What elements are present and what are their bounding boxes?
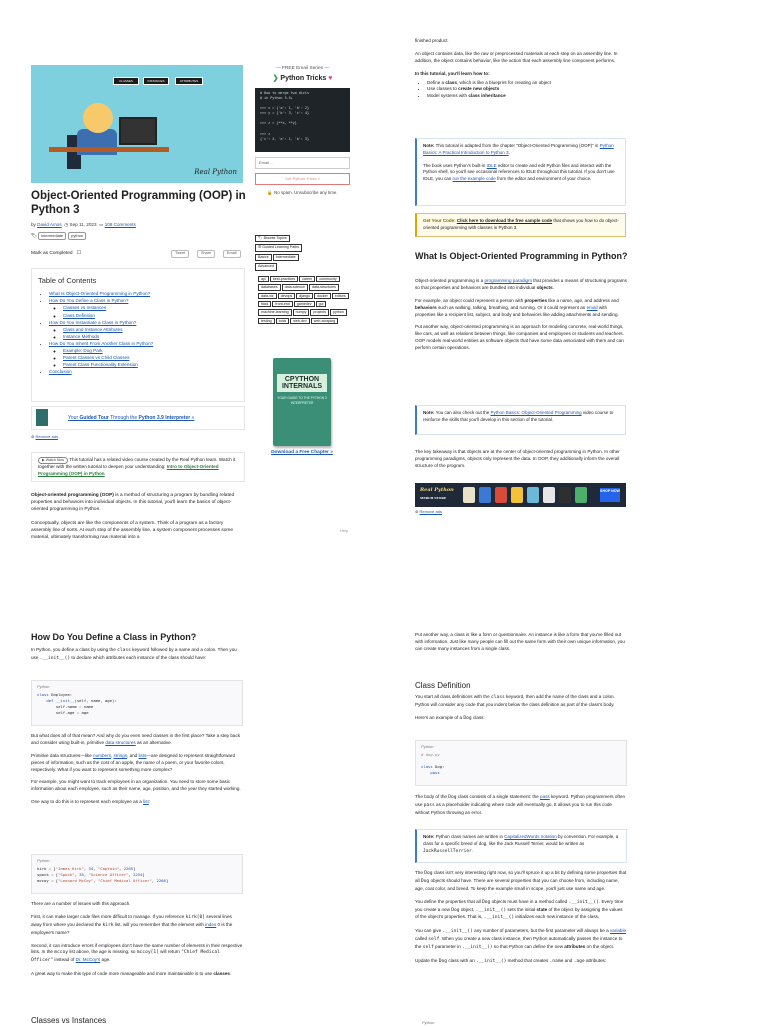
tag-python[interactable]: python [68,232,86,240]
topic-tag[interactable]: community [316,276,339,282]
hero-brand-logo: Real Python [194,167,237,176]
python-logo-icon: ❯ [272,75,279,83]
class-definition-text: You start all class definitions with the class keyword, then add the name of the class and a colon. Python will consider any code that you indent below the class definition as part of the class's body. Here's an example of a Dog class: [415,694,615,721]
article-date: Sep 11, 2023 [69,222,97,227]
data-structures-link[interactable]: data structures [105,739,136,745]
toc-item-what-is-oop[interactable]: What Is Object-Oriented Programming in Python? [49,291,151,297]
topic-tag[interactable]: best-practices [270,276,298,282]
book-subtitle: YOUR GUIDE TO THE PYTHON 3 INTERPRETER [277,396,327,405]
toc-item-class-instance-attributes[interactable]: Class and Instance Attributes [63,326,123,332]
browse-topics-tag[interactable]: 🏷 Browse Topics [255,235,290,242]
topic-tag[interactable]: databases [258,284,281,290]
code-lang-label: Python [37,684,50,689]
article-meta [31,222,136,229]
learn-item: • Model systems with class inheritance [427,93,628,100]
note-adapted-box: Note: This tutorial is adapted from the chapter "Object-Oriented Programming (OOP)" in Python Basics: A Practical Introduction to Python 3. The book uses Python's built-in IDLE editor to create and edit Python files and interact with the Python shell, so you'll see occasional references to IDLE throughout this tutorial. If you don't use IDLE, you can run the example code from the editor and environment of your choice. [415,138,626,206]
email-input[interactable]: Email… [255,157,350,169]
define-class-body: But what does all of that mean? And why do you even need classes in the first place? Take a step back and consider using built-in, primitive data structures as an alternative. Primitive data structures—like numbers, strings, and lists—are designed to represent straightforward pieces of information, such as the cost of an apple, the name of a poem, or your favorite colors, respectively. What if you want to represent something more complex? For example, you might want to track employees in an organization. You need to store some basic information about each employee, such as their name, age, position, and the year they started working. One way to do this is to represent each employee as a list: [31,733,241,805]
toc-item-inherit[interactable]: How Do You Inherit From Another Class in Python? [49,341,154,347]
python-tricks-heading: ❯ Python Tricks ♥ [272,75,333,83]
help-link[interactable]: Help [340,528,349,533]
toc-item-classes-vs-instances[interactable]: Classes vs Instances [63,305,107,311]
idle-link[interactable]: IDLE [486,162,497,168]
topic-tag[interactable]: django [296,293,313,299]
merch-tee [527,487,539,503]
hero-image [31,65,243,183]
learning-paths-tag[interactable]: ☰ Guided Learning Paths [255,244,302,251]
topic-tag[interactable]: data-science [282,284,308,290]
finished-product-line: finished product. [415,38,449,43]
variable-link[interactable]: variable [609,928,627,934]
numbers-link[interactable]: numbers [93,752,111,758]
topic-tag[interactable]: devops [278,293,296,299]
code-lang-label: Python [421,744,434,749]
heart-icon: ♥ [328,75,333,83]
define-class-intro: In Python, you define a class by using the class keyword followed by a name and a colon. Then you use .__init__() to declare which attributes each instance of the class should have: [31,647,237,661]
mark-completed-row [31,250,243,257]
form-analogy-text: Put another way, a class is like a form or questionnaire. An instance is like a form that you've filled out with information. Just like many people can fill out the same form with their own unique information, you can create many instances from a single class. [415,632,625,651]
employee-lists-code: Python kirk = ["James Kirk", 34, "Captain", 2265] spock = ["Spock", 35, "Science Officer", 2254] mccoy = ["Leonard McCoy", "Chief Medical Officer", 2266] [31,854,243,894]
watch-now-button[interactable]: ▶ Watch Now [38,457,68,464]
note-video-course-box: Note: You can also check out the Python Basics: Object-Oriented Programming video course to reinforce the skills that you'll develop in this section of the tutorial. [415,405,626,435]
topic-tag[interactable]: machine-learning [258,309,292,315]
comments-icon: ▭ [99,222,104,227]
sidebar-nav-tags [255,235,350,273]
dog-class-code: Python # dog.py class Dog: pass [415,740,627,786]
toc-item-instantiate-class[interactable]: How Do You Instantiate a Class in Python? [49,319,137,325]
toc-heading: Table of Contents [38,276,97,285]
dog-properties-text: The Dog class isn't very interesting right now, so you'll spruce it up a bit by defining some properties that all Dog objects should have. There are several properties that you can choose from, including name, age, coat color, and breed. To keep the example small in scope, you'll just use name and age. You define the properties that all Dog objects must have in a method called .__init__(). Every time you create a new Dog object, .__init__() sets the initial state of the object by assigning the values of the object's properties. That is, .__init__() initializes each new instance of the class. You can give .__init__() any number of parameters, but the first parameter will always be a variable called self. When you create a new class instance, then Python automatically passes the instance to the self parameter in .__init__() so that Python can define the new attributes on the object. Update the Dog class with an .__init__() method that creates .name and .age attributes: [415,870,627,965]
topic-tag[interactable]: data-structures [309,284,339,290]
topic-tag[interactable]: web-scraping [311,318,338,324]
partial-code-lang-label: Python [422,1020,435,1025]
topic-tag[interactable]: editors [332,293,349,299]
intro-p2: Conceptually, objects are like the components of a system. Think of a program as a factory assembly line of sorts. At each step of the assembly line, a system component processes some material, ultimately transforming raw material into a [31,520,234,540]
merch-logo: Real Python MERCH STORE [420,487,454,500]
lock-icon: 🔒 [267,189,273,195]
merch-tee [575,487,587,503]
issues-text: There are a number of issues with this approach. First, it can make larger code files more difficult to manage. If you reference kirk[0] several lines away from where you declared the kirk list, will you remember that the element with index 0 is the employee's name? Second, it can introduce errors if employees don't have the same number of elements in their respective lists. In the mccoy list above, the age is missing, so mccoy[1] will return "Chief Medical Officer" instead of Dr. McCoy's age. A great way to make this type of code more manageable and more maintainable is to use classes. [31,901,243,977]
topic-tag[interactable]: docker [314,293,331,299]
toc-item-conclusion[interactable]: Conclusion [49,369,72,375]
programming-paradigm-link[interactable]: programming paradigm [484,278,532,283]
capitalized-words-link[interactable]: CapitalizedWords notation [504,834,557,839]
topic-tag[interactable]: flask [258,301,271,307]
merch-tee [495,487,507,503]
topic-tag[interactable]: python [330,309,347,315]
author-link[interactable]: David Amos [37,222,62,227]
toc-item-define-class[interactable]: How Do You Define a Class in Python? [49,298,129,304]
remove-ads-icon: ⊘ [31,434,35,439]
topic-tag[interactable]: api [258,276,269,282]
download-sample-code-link[interactable]: Click here to download the free sample code [456,218,553,223]
intro-text [31,492,243,547]
merch-store-banner[interactable] [415,483,626,507]
basics-tag[interactable]: Basics [255,254,272,261]
learn-list [415,80,628,101]
book-title: CPYTHON INTERNALS [277,374,327,392]
topic-tag[interactable]: gui [316,301,327,307]
intermediate-tag[interactable]: Intermediate [273,254,299,261]
email-link[interactable]: email [586,304,598,310]
python-basics-book-link[interactable]: Python Basics: A Practical Introduction to Python 3 [423,143,614,155]
sidebar [255,65,350,196]
merch-tee [543,487,555,503]
toc-item-instance-methods[interactable]: Instance Methods [63,333,100,339]
nospam-note: 🔒 No spam. Unsubscribe any time. [267,189,338,195]
remove-ads-icon: ⊘ [415,509,419,514]
topic-tag[interactable]: testing [258,318,275,324]
toc-item-dog-park[interactable]: Example: Dog Park [63,348,103,354]
sidebar-topic-tags [258,276,350,326]
video-course-link[interactable]: Intro to Object-Oriented Programming (OOP) in Python [38,464,219,477]
toc-item-class-definition[interactable]: Class Definition [63,312,95,318]
class-names-note: Note: Python class names are written in CapitalizedWords notation by convention. For example, a class for a specific breed of dog, like the Jack Russell Terrier, would be written as JackRussellTerrier. [415,829,627,863]
topic-tag[interactable]: projects [310,309,329,315]
define-class-heading: How Do You Define a Class in Python? [31,632,197,642]
object-contains-p: An object contains data, like the raw or preprocessed materials at each step on an assembly line. In addition, the object contains behavior, like the action that each assembly line component performs. [415,50,618,63]
class-definition-heading: Class Definition [415,681,471,690]
clock-icon: ◷ [64,222,69,227]
employee-class-code: Python class Employee: def __init__(self, name, age): self.name = name self.age = age [31,680,243,726]
strings-link[interactable]: strings [113,752,128,758]
topic-tag[interactable]: gamedev [294,301,315,307]
video-text: This tutorial has a related video course created by the Real Python team. Watch it together with the written tutorial to deepen your understanding: [38,457,236,470]
merch-tee [559,487,571,503]
shop-now-button[interactable]: SHOP NOW [600,488,620,502]
article-title: Object-Oriented Programming (OOP) in Python 3 [31,190,246,216]
intro-p1: Object-oriented programming (OOP) is a method of structuring a program by bundling related properties and behaviors into individual objects. In this tutorial, you'll learn the basics of object-oriented programming in Python. [31,493,235,513]
video-course-box [31,452,245,482]
dr-mccoy-link[interactable]: Dr. McCoy's [75,957,101,963]
guided-tour-ad[interactable] [31,406,245,430]
topic-tag[interactable]: tools [276,318,290,324]
remove-ads-link-1[interactable]: ⊘ Remove ads [31,434,58,439]
code-lang-label: Python [37,858,50,863]
share-button[interactable]: Share [197,250,215,258]
tag-intermediate[interactable]: intermediate [38,232,66,240]
topic-tag[interactable]: career [299,276,315,282]
topic-tag[interactable]: numpy [293,309,310,315]
run-example-link[interactable]: run the example code [452,176,496,181]
article-tags [31,232,88,240]
what-is-oop-heading: What Is Object-Oriented Programming in Python? [415,251,628,261]
hero-sign-instances: INSTANCES [143,77,169,85]
comments-link[interactable]: 108 Comments [104,222,136,227]
hero-desk [49,147,169,152]
oop-video-course-link[interactable]: Python Basics: Object-Oriented Programming [490,410,582,415]
python-tricks-code: # How to merge two dicts # in Python 3.5+ >>> x = {'a': 1, 'b': 2} >>> y = {'b': 3, 'c': 4} >>> z = {**x, **y} >>> z {'c': 4, 'a': 1, 'b': 3} [255,88,350,152]
pass-link[interactable]: pass [540,794,550,799]
author-prefix: by [31,222,38,227]
topic-tag[interactable]: front-end [272,301,292,307]
index-link[interactable]: index [205,921,217,927]
merch-tee [511,487,523,503]
email-share-button[interactable]: Email [223,250,241,258]
remove-ads-link-2[interactable]: ⊘ Remove ads [415,509,442,514]
pass-explanation: The body of the Dog class consists of a single statement: the pass keyword. Python programmers often use pass as a placeholder indicating where code will eventually go. It allows you to run this code without Python throwing an error. [415,794,626,815]
guided-tour-book-image [36,409,48,426]
right-top-text [415,38,628,106]
cpython-internals-book-cover[interactable] [273,358,331,446]
learn-head: In this tutorial, you'll learn how to: [415,70,490,76]
toc-item-parent-vs-child[interactable]: Parent Classes vs Child Classes [63,355,130,361]
lists-link[interactable]: lists [138,752,147,758]
hero-person-head [83,103,113,133]
get-python-tricks-button[interactable]: Get Python Tricks » [255,173,350,185]
merch-tee [463,487,475,503]
email-series-label: — FREE Email Series — [275,66,330,71]
advanced-tag[interactable]: Advanced [255,263,277,270]
hero-sign-classes: CLASSES [113,77,139,85]
tag-icon: 🏷 [31,233,37,238]
hero-monitor [119,117,157,145]
what-is-oop-text: Object-oriented programming is a programming paradigm that provides a means of structuring programs so that properties and behaviors are bundled into individual objects. For example, an object could represent a person with properties like a name, age, and address and behaviors such as walking, talking, breathing, and running. Or it could represent an email with properties like a recipient list, subject, and body and behaviors like adding attachments and sending. Put another way, object-oriented programming is an approach for modeling concrete, real-world things, like cars, as well as relations between things, like companies and employees or students and teachers. OOP models real-world entities as software objects that have some data associated with them and can perform certain operations. [415,278,627,351]
classes-vs-instances-heading: Classes vs Instances [31,1016,107,1025]
download-chapter-link[interactable]: Download a Free Chapter » [271,450,333,455]
hero-sign-attributes: ATTRIBUTES [175,77,203,85]
merch-tee [479,487,491,503]
topic-tag[interactable]: web-dev [290,318,310,324]
bookmark-icon[interactable]: ☐ [76,251,81,256]
mark-completed-button[interactable]: Mark as Completed [31,251,73,256]
topic-tag[interactable]: data-viz [258,293,277,299]
key-takeaway-text: The key takeaway is that objects are at the center of object-oriented programming in Python. In other programming paradigms, objects only represent the data. In OOP, they additionally inform the overall structure of the program. [415,449,620,468]
tweet-button[interactable]: Tweet [171,250,189,258]
get-code-box: Get Your Code: Click here to download the free sample code that shows you how to do object-oriented programming with classes in Python 3. [415,213,626,237]
learn-item: • Define a class, which is like a blueprint for creating an object [427,80,628,87]
table-of-contents [31,268,245,402]
list-link[interactable]: list [143,799,149,805]
learn-item: • Use classes to create new objects [427,86,628,93]
toc-item-parent-extension[interactable]: Parent Class Functionality Extension [63,362,138,368]
guided-tour-text: Your Guided Tour Through the Python 3.9 Interpreter » [68,415,195,421]
